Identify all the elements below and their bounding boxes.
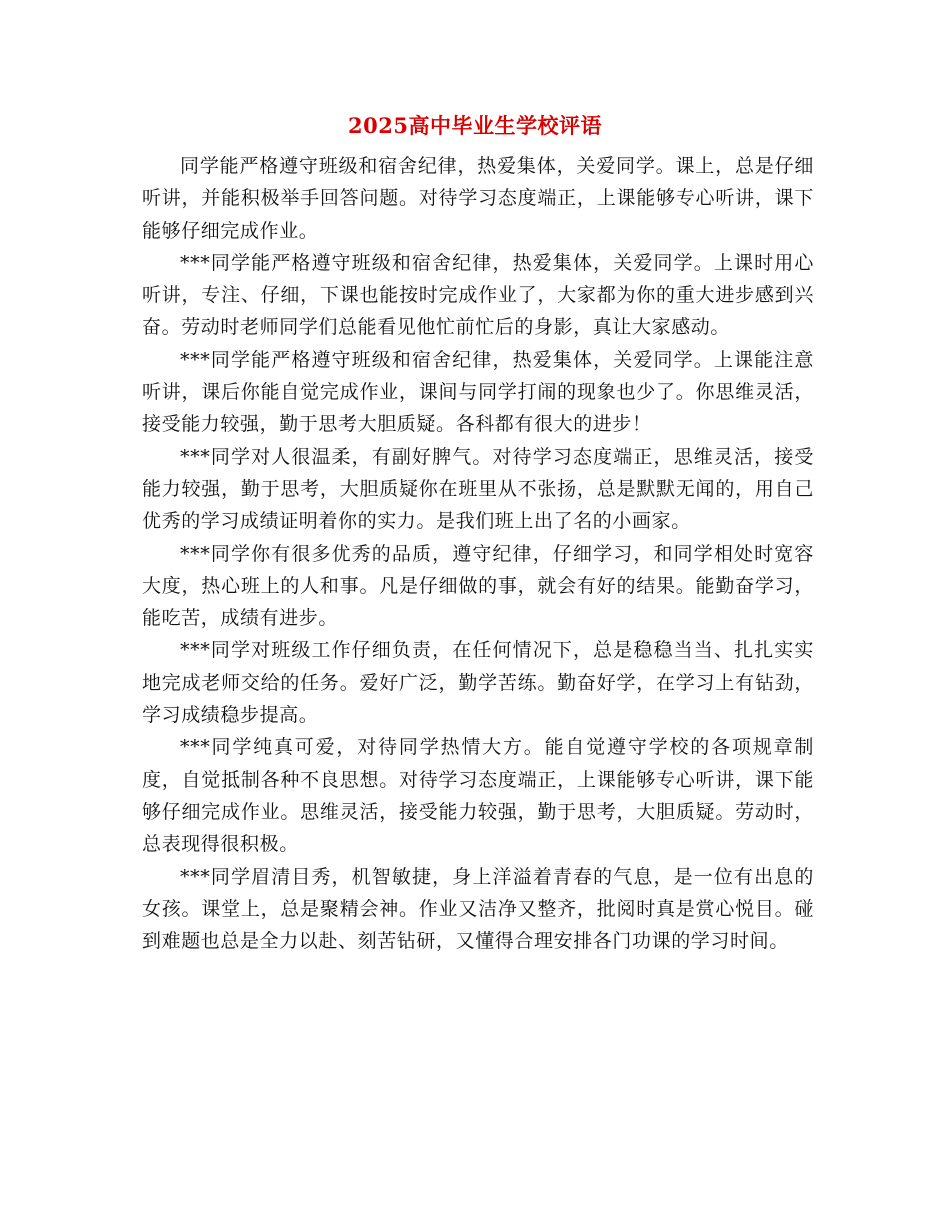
comment-paragraph: ***同学能严格遵守班级和宿舍纪律，热爱集体，关爱同学。上课时用心听讲，专注、仔细，下课也能按时完成作业了，大家都为你的重大进步感到兴奋。劳动时老师同学们总能看见他忙前忙后的身影，真让大家感动。 <box>142 251 814 339</box>
comment-paragraph: ***同学你有很多优秀的品质，遵守纪律，仔细学习，和同学相处时宽容大度，热心班上的人和事。凡是仔细做的事，就会有好的结果。能勤奋学习，能吃苦，成绩有进步。 <box>142 542 814 630</box>
comment-paragraph: ***同学眉清目秀，机智敏捷，身上洋溢着青春的气息，是一位有出息的女孩。课堂上，总是聚精会神。作业又洁净又整齐，批阅时真是赏心悦目。碰到难题也总是全力以赴、刻苦钻研，又懂得合理安排各门功课的学习时间。 <box>142 865 814 953</box>
comment-paragraph: ***同学能严格遵守班级和宿舍纪律，热爱集体，关爱同学。上课能注意听讲，课后你能自觉完成作业，课间与同学打闹的现象也少了。你思维灵活，接受能力较强，勤于思考大胆质疑。各科都有很大的进步！ <box>142 348 814 436</box>
comment-paragraph: ***同学纯真可爱，对待同学热情大方。能自觉遵守学校的各项规章制度，自觉抵制各种不良思想。对待学习态度端正，上课能够专心听讲，课下能够仔细完成作业。思维灵活，接受能力较强，勤于思考，大胆质疑。劳动时，总表现得很积极。 <box>142 736 814 856</box>
comment-paragraph: ***同学对班级工作仔细负责，在任何情况下，总是稳稳当当、扎扎实实地完成老师交给的任务。爱好广泛，勤学苦练。勤奋好学，在学习上有钻劲，学习成绩稳步提高。 <box>142 639 814 727</box>
comment-paragraph: 同学能严格遵守班级和宿舍纪律，热爱集体，关爱同学。课上，总是仔细听讲，并能积极举手回答问题。对待学习态度端正，上课能够专心听讲，课下能够仔细完成作业。 <box>142 155 814 242</box>
document-body <box>142 150 814 957</box>
comment-paragraph: ***同学对人很温柔，有副好脾气。对待学习态度端正，思维灵活，接受能力较强，勤于思考，大胆质疑你在班里从不张扬，总是默默无闻的，用自己优秀的学习成绩证明着你的实力。是我们班上出了名的小画家。 <box>142 445 814 533</box>
document-title: 2025高中毕业生学校评语 <box>348 113 602 138</box>
